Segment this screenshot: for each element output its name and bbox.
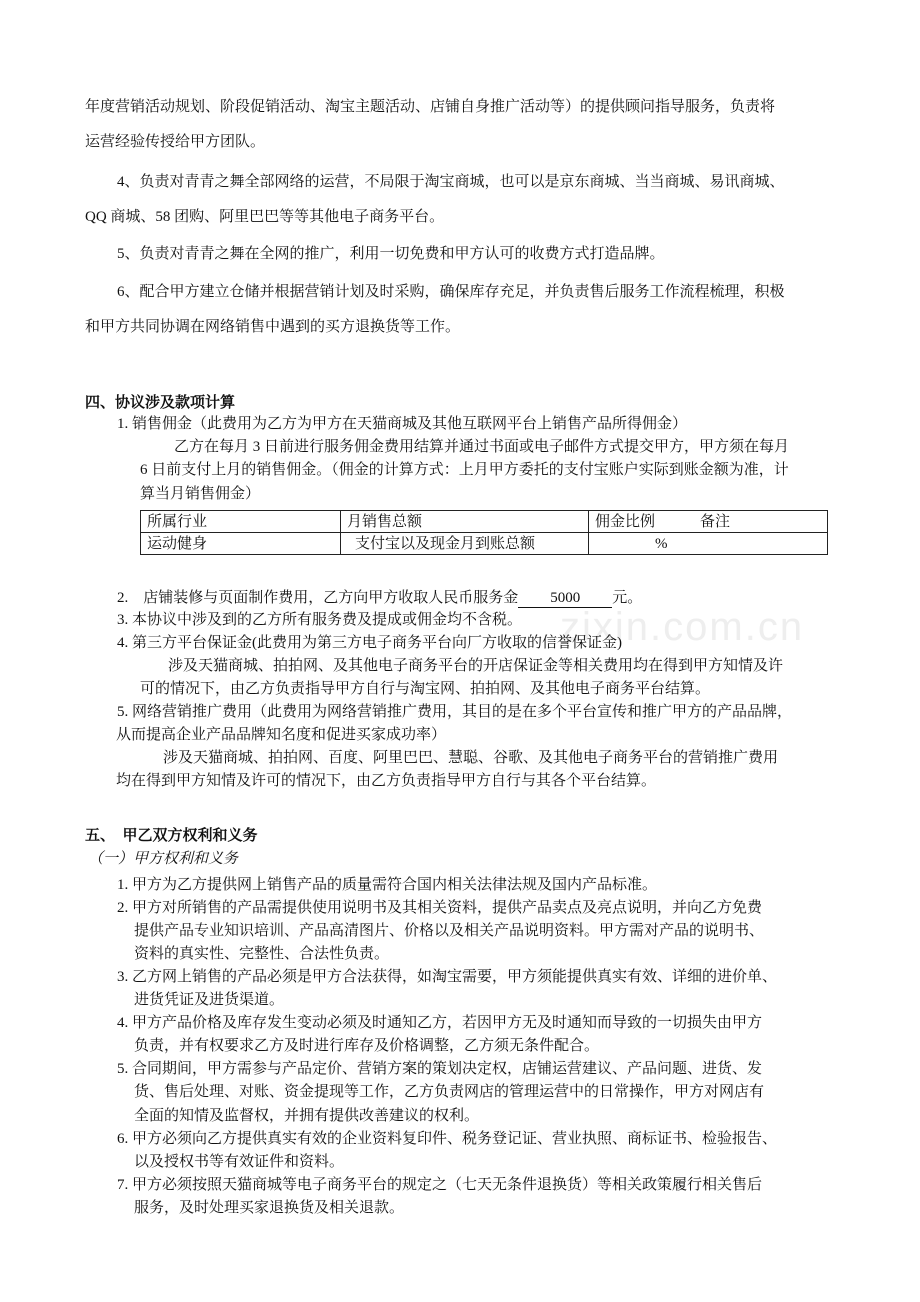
para-5: 5、负责对青青之舞在全网的推广，利用一切免费和甲方认可的收费方式打造品牌。 bbox=[117, 246, 665, 262]
item-4-text: 可的情况下，由乙方负责指导甲方自行与淘宝网、拍拍网、及其他电子商务平台结算。 bbox=[140, 681, 711, 697]
item-1-text: 6 日前支付上月的销售佣金。（佣金的计算方式：上月甲方委托的支付宝账户实际到账金额为准，计 bbox=[140, 462, 789, 478]
table-header: 所属行业 bbox=[141, 511, 341, 533]
s5-item-3: 进货凭证及进货渠道。 bbox=[134, 992, 285, 1008]
s5-item-7: 7. 甲方必须按照天猫商城等电子商务平台的规定之（七天无条件退换货）等相关政策履行相关售后 bbox=[117, 1177, 763, 1193]
s5-item-3: 3. 乙方网上销售的产品必须是甲方合法获得，如淘宝需要，甲方须能提供真实有效、详细的进价单、 bbox=[117, 969, 778, 985]
s5-item-5: 5. 合同期间，甲方需参与产品定价、营销方案的策划决定权，店铺运营建议、产品问题、进货、发 bbox=[117, 1061, 763, 1077]
item-5-title: 5. 网络营销推广费用（此费用为网络营销推广费用，其目的是在多个平台宣传和推广甲方的产品品牌， bbox=[117, 704, 793, 720]
para-4: QQ 商城、58 团购、阿里巴巴等等其他电子商务平台。 bbox=[85, 209, 445, 225]
s5-item-4: 负责，并有权要求乙方及时进行库存及价格调整，乙方须无条件配合。 bbox=[134, 1038, 600, 1054]
table-header-row bbox=[141, 511, 828, 533]
item-3: 3. 本协议中涉及到的乙方所有服务费及提成或佣金均不含税。 bbox=[117, 612, 523, 628]
table-row bbox=[141, 533, 828, 555]
section-4-heading: 四、协议涉及款项计算 bbox=[85, 394, 236, 411]
section-5-heading: 五、 甲乙双方权利和义务 bbox=[85, 827, 258, 844]
table-cell: % bbox=[589, 533, 828, 555]
s5-item-6: 6. 甲方必须向乙方提供真实有效的企业资料复印件、税务登记证、营业执照、商标证书、检验报告、 bbox=[117, 1131, 778, 1147]
s5-item-6: 以及授权书等有效证件和资料。 bbox=[134, 1154, 345, 1170]
para-6: 和甲方共同协调在网络销售中遇到的买方退换货等工作。 bbox=[85, 319, 461, 335]
table-cell: 支付宝以及现金月到账总额 bbox=[341, 533, 589, 555]
para-4: 4、负责对青青之舞全部网络的运营，不局限于淘宝商城，也可以是京东商城、当当商城、易讯商城、 bbox=[117, 174, 785, 190]
s5-item-5: 全面的知情及监督权，并拥有提供改善建议的权利。 bbox=[134, 1108, 480, 1124]
s5-item-2: 资料的真实性、完整性、合法性负责。 bbox=[134, 946, 390, 962]
item-2-text: 2. 店铺装修与页面制作费用，乙方向甲方收取人民币服务金 bbox=[117, 590, 519, 606]
service-fee-amount: 5000 bbox=[518, 589, 612, 608]
item-1-title: 1. 销售佣金（此费用为乙方为甲方在天猫商城及其他互联网平台上销售产品所得佣金） bbox=[117, 416, 688, 432]
table-header: 佣金比例 备注 bbox=[589, 511, 828, 533]
item-2-suffix: 元。 bbox=[612, 590, 643, 606]
item-1-text: 乙方在每月 3 日前进行服务佣金费用结算并通过书面或电子邮件方式提交甲方，甲方须在每月 bbox=[174, 439, 790, 455]
s5-item-5: 货、售后处理、对账、资金提现等工作，乙方负责网店的管理运营中的日常操作，甲方对网店有 bbox=[134, 1084, 765, 1100]
para-6: 6、配合甲方建立仓储并根据营销计划及时采购，确保库存充足，并负责售后服务工作流程梳理，积极 bbox=[117, 284, 785, 300]
subsection-heading: （一）甲方权利和义务 bbox=[88, 851, 239, 867]
item-5-text: 涉及天猫商城、拍拍网、百度、阿里巴巴、慧聪、谷歌、及其他电子商务平台的营销推广费用 bbox=[163, 750, 779, 766]
watermark: zixin.com.cn bbox=[560, 605, 805, 649]
s5-item-7: 服务，及时处理买家退换货及相关退款。 bbox=[134, 1200, 405, 1216]
table-header: 月销售总额 bbox=[341, 511, 589, 533]
intro-line: 年度营销活动规划、阶段促销活动、淘宝主题活动、店铺自身推广活动等）的提供顾问指导服务，负责将 bbox=[85, 99, 776, 115]
s5-item-4: 4. 甲方产品价格及库存发生变动必须及时通知乙方，若因甲方无及时通知而导致的一切损失由甲方 bbox=[117, 1015, 763, 1031]
commission-table bbox=[140, 510, 828, 555]
s5-item-2: 2. 甲方对所销售的产品需提供使用说明书及其相关资料，提供产品卖点及亮点说明，并向乙方免费 bbox=[117, 900, 763, 916]
table-cell: 运动健身 bbox=[141, 533, 341, 555]
item-4-title: 4. 第三方平台保证金(此费用为第三方电子商务平台向厂方收取的信誉保证金) bbox=[117, 635, 622, 651]
item-4-text: 涉及天猫商城、拍拍网、及其他电子商务平台的开店保证金等相关费用均在得到甲方知情及许 bbox=[168, 658, 784, 674]
s5-item-2: 提供产品专业知识培训、产品高清图片、价格以及相关产品说明资料。甲方需对产品的说明书、 bbox=[134, 923, 765, 939]
item-5-title: 从而提高企业产品品牌知名度和促进买家成功率） bbox=[116, 727, 447, 743]
item-5-text: 均在得到甲方知情及许可的情况下，由乙方负责指导甲方自行与其各个平台结算。 bbox=[116, 773, 657, 789]
item-2 bbox=[117, 589, 642, 608]
s5-item-1: 1. 甲方为乙方提供网上销售产品的质量需符合国内相关法律法规及国内产品标准。 bbox=[117, 877, 658, 893]
intro-line: 运营经验传授给甲方团队。 bbox=[85, 134, 266, 150]
item-1-text: 算当月销售佣金） bbox=[140, 486, 261, 502]
